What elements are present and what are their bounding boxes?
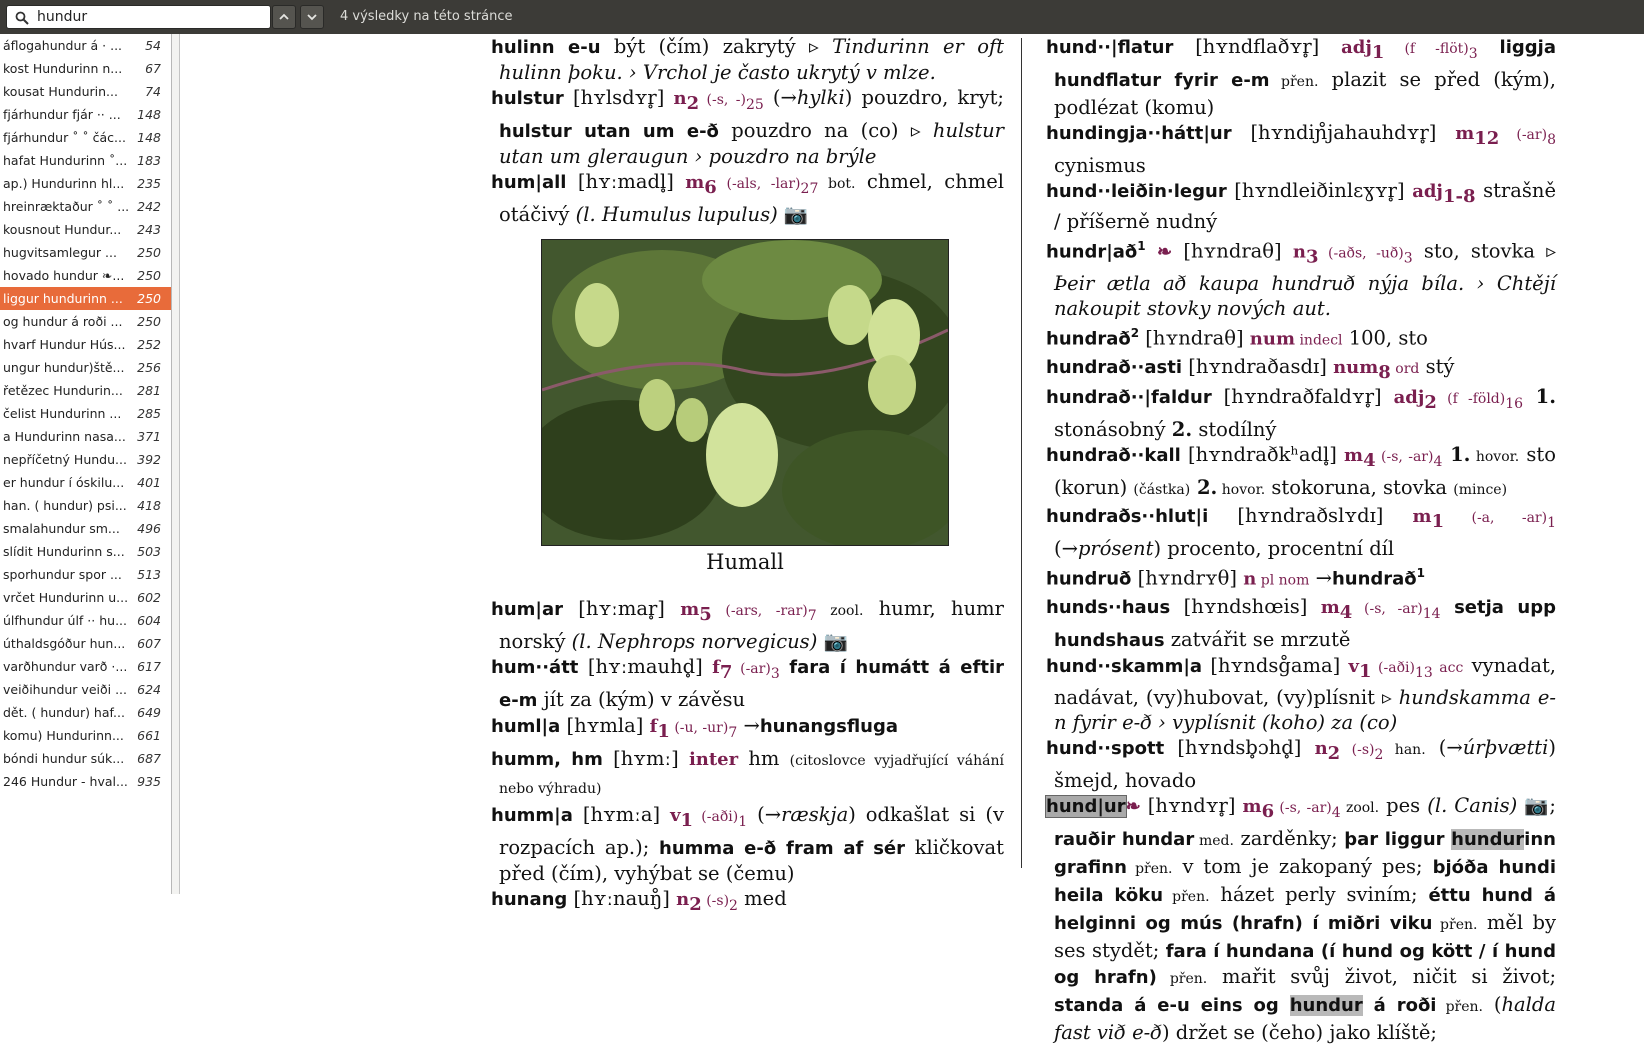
entry-headword: hundr|að xyxy=(1046,241,1138,263)
search-result-item[interactable] xyxy=(0,494,171,517)
dict-entry: hum|all [hʏːmadl̥] $m_6$ (-als, $-lar)_{27}$ bot. chmel, chmel otáčivý (l. Humulus lupulus) 📷 xyxy=(491,169,1005,226)
search-result-item[interactable] xyxy=(0,333,171,356)
search-result-snippet: sporhundur spor ... xyxy=(3,567,122,582)
search-result-page: 235 xyxy=(137,176,161,191)
entry-headword: hum··átt xyxy=(491,656,579,678)
dict-entry: hundrað··asti [hʏndraðasdɪ] num$_8$ ord stý xyxy=(1046,354,1455,383)
entry-headword: hundruð xyxy=(1046,568,1132,590)
entry-headword: hundrað··asti xyxy=(1046,356,1183,378)
next-result-button[interactable] xyxy=(300,5,324,29)
search-result-page: 624 xyxy=(137,682,161,697)
search-result-snippet: smalahundur sm... xyxy=(3,521,120,536)
entry-headword: hundingja··hátt|ur xyxy=(1046,122,1232,144)
search-box[interactable] xyxy=(6,5,271,29)
chevron-up-icon xyxy=(278,11,290,23)
dict-entry: hundrað$^2$ [hʏndraθ] num indecl 100, sto xyxy=(1046,326,1428,350)
search-result-item[interactable] xyxy=(0,632,171,655)
search-results-list xyxy=(0,34,171,793)
search-result-snippet: 246 Hundur - hval... xyxy=(3,774,128,789)
search-result-page: 183 xyxy=(137,153,161,168)
search-result-item[interactable] xyxy=(0,678,171,701)
search-result-page: 687 xyxy=(137,751,161,766)
entry-headword: hulinn e-u xyxy=(491,37,601,58)
dict-entry: hund··spott [hʏndsb̥ɔhd̥] $n_2$ $(-s)_2$ han. (→úrþvætti) šmejd, hovado xyxy=(1046,736,1556,793)
search-result-item[interactable] xyxy=(0,57,171,80)
entry-headword: hum|ar xyxy=(491,599,563,620)
dict-entry: hundingja··hátt|ur [hʏndiɲ̊jahauhdʏr̥] $m_{12}$ $(-ar)_8$ cynismus xyxy=(1046,120,1556,177)
entry-headword: huml|a xyxy=(491,715,561,737)
ornament-icon: ❧ xyxy=(1145,241,1184,263)
figure-caption: Humall xyxy=(706,550,784,574)
camera-icon[interactable]: 📷 xyxy=(1517,794,1550,818)
search-result-item[interactable] xyxy=(0,149,171,172)
search-result-item[interactable] xyxy=(0,448,171,471)
search-result-page: 250 xyxy=(137,245,161,260)
column-rule xyxy=(1021,38,1022,868)
search-result-page: 250 xyxy=(137,314,161,329)
search-result-snippet: bóndi hundur súk... xyxy=(3,751,125,766)
search-result-page: 418 xyxy=(137,498,161,513)
search-result-item[interactable] xyxy=(0,517,171,540)
search-result-item[interactable] xyxy=(0,264,171,287)
search-result-snippet: komu) Hundurinn... xyxy=(3,728,124,743)
example: Tindurinn er oft hulinn þoku. xyxy=(499,35,1005,84)
search-result-item[interactable] xyxy=(0,310,171,333)
search-result-page: 371 xyxy=(137,429,161,444)
search-result-page: 250 xyxy=(137,268,161,283)
search-result-snippet: veiðihundur veiði ... xyxy=(3,682,127,697)
find-bar xyxy=(0,0,1644,34)
dictionary-column-left xyxy=(491,34,1004,227)
dict-entry: hulstur [hʏlsdʏr̥] $n_2$ (-s, $-)_{25}$ (→hylki) pouzdro, kryt; hulstur utan um e-ð pouzdro na (co) ▹ hulstur utan um gleraugun › pouzdro na brýle xyxy=(491,86,1004,168)
search-result-page: 67 xyxy=(145,61,161,76)
entry-headword: hunang xyxy=(491,888,568,910)
dict-entry: hund··skamm|a [hʏndsg̊ama] $v_1$ $(-aði)_{13}$ acc vynadat, nadávat, (vy)hubovat, (vy)plísnit ▹ hundskamma e-n fyrir e-ð › vyplísnit (koho) za (co) xyxy=(1046,653,1556,735)
search-result-item[interactable] xyxy=(0,747,171,770)
search-result-snippet: varðhundur varð ·... xyxy=(3,659,128,674)
ornament-icon: ❧ xyxy=(1125,796,1148,818)
dict-entry: humm, hm [hʏmː] inter hm (citoslovce vyjadřující váhání nebo výhradu) xyxy=(491,746,1004,797)
search-result-snippet: slídit Hundurinn s... xyxy=(3,544,125,559)
dict-entry: hundruð [hʏndrʏθ] n pl nom →hundrað$^1$ xyxy=(1046,566,1426,590)
entry-headword: hundraðs··hlut|i xyxy=(1046,506,1209,528)
dict-entry: huml|a [hʏmla] $f_1$ (-u, $-ur)_7$ →hunangsfluga xyxy=(491,713,899,742)
search-match: hundur xyxy=(1289,995,1363,1017)
search-result-page: 401 xyxy=(137,475,161,490)
dict-entry: hulinn e-u být (čím) zakrytý ▹ Tindurinn er oft hulinn þoku. › Vrchol je často ukrytý v mlze. xyxy=(491,35,1005,84)
search-result-page: 148 xyxy=(137,107,161,122)
search-result-item[interactable] xyxy=(0,218,171,241)
search-match-active: hund|ur xyxy=(1046,796,1126,818)
search-result-item[interactable] xyxy=(0,701,171,724)
search-result-item[interactable] xyxy=(0,402,171,425)
search-results-panel xyxy=(0,34,172,894)
entry-headword: hund··spott xyxy=(1046,738,1165,760)
search-result-item[interactable] xyxy=(0,770,171,793)
search-result-page: 935 xyxy=(137,774,161,789)
dictionary-column-left-lower xyxy=(491,596,1004,918)
search-result-item[interactable] xyxy=(0,379,171,402)
search-result-snippet: han. ( hundur) psi... xyxy=(3,498,127,513)
search-result-page: 604 xyxy=(137,613,161,628)
search-result-snippet: nepříčetný Hundu... xyxy=(3,452,127,467)
search-result-item[interactable] xyxy=(0,356,171,379)
dict-entry: hum··átt [hʏːmauhd̥] $f_7$ $(-ar)_3$ fara í humátt á eftir e-m jít za (kým) v závěsu xyxy=(491,654,1004,711)
search-result-page: 256 xyxy=(137,360,161,375)
search-result-snippet: úlfhundur úlf ·· hu... xyxy=(3,613,127,628)
search-result-snippet: liggur hundurinn ... xyxy=(3,291,123,306)
search-result-page: 243 xyxy=(137,222,161,237)
search-result-snippet: hreinræktaður ˚ ˚ ... xyxy=(3,199,130,214)
search-result-item[interactable] xyxy=(0,609,171,632)
search-result-item[interactable] xyxy=(0,655,171,678)
pronunciation: [hʏlsdʏr̥] xyxy=(563,86,674,109)
camera-icon[interactable]: 📷 xyxy=(777,202,809,226)
dict-entry: hunds··haus [hʏndshœis] $m_4$ (-s, $-ar)_{14}$ setja upp hundshaus zatvářit se mrzutě xyxy=(1046,594,1556,651)
search-result-item[interactable] xyxy=(0,172,171,195)
entry-headword: humm|a xyxy=(491,804,573,826)
dict-entry: hum|ar [hʏːmar̥] $m_5$ (-ars, $-rar)_7$ zool. humr, humr norský (l. Nephrops norvegicus) 📷 xyxy=(491,597,1004,653)
search-result-page: 285 xyxy=(137,406,161,421)
entry-headword: hundrað xyxy=(1046,328,1131,350)
search-result-snippet: kost Hundurinn n... xyxy=(3,61,123,76)
search-result-page: 281 xyxy=(137,383,161,398)
search-match: hundur xyxy=(1451,829,1525,851)
search-result-snippet: dět. ( hundur) haf... xyxy=(3,705,125,720)
search-result-snippet: ap.) Hundurinn hl... xyxy=(3,176,125,191)
search-result-item[interactable] xyxy=(0,103,171,126)
entry-headword: hundrað··kall xyxy=(1046,445,1181,467)
search-result-snippet: hugvitsamlegur ... xyxy=(3,245,117,260)
dict-entry: hund··leiðin·legur [hʏndleiðinlɛɣʏr̥] adj$_{1-8}$ strašně / příšerně nudný xyxy=(1046,178,1556,233)
chevron-down-icon xyxy=(306,11,318,23)
search-result-page: 513 xyxy=(137,567,161,582)
search-result-snippet: kousnout Hundur... xyxy=(3,222,122,237)
dict-entry: $hundr|að^1$ ❧ [hʏndraθ] $n_3$ (-aðs, $-uð)_3$ sto, stovka ▹ Þeir ætla að kaupa hundruð nýja bíla. › Chtějí nakoupit stovky nových aut. xyxy=(1046,238,1557,321)
search-result-snippet: fjárhundur fjár ·· ... xyxy=(3,107,121,122)
entry-headword: hundrað··|faldur xyxy=(1046,387,1212,409)
search-result-page: 148 xyxy=(137,130,161,145)
dict-entry: hundrað··|faldur [hʏndraðfaldʏr̥] adj$_2$ (f $-föld)_{16}$ 1. stonásobný 2. stodílný xyxy=(1046,385,1556,442)
search-result-snippet: čelist Hundurinn ... xyxy=(3,406,122,421)
search-result-snippet: er hundur í óskilu... xyxy=(3,475,125,490)
search-result-snippet: řetězec Hundurin... xyxy=(3,383,123,398)
dict-entry-hundur: hund|ur❧ [hʏndʏr̥] $m_6$ (-s, $-ar)_4$ zool. pes (l. Canis) 📷; rauðir hundar med. zarděnky; þar liggur hundurinn grafinn přen. v tom je zakopaný pes; bjóða hundi heila köku přen. házet perly sviním; éttu hund á helginni og mús (hrafn) í miðri viku přen. měl by ses stydět; fara í hundana (í hund og kött / í hund og hrafn) přen. mařit svůj život, ničit si život; standa á e-u eins og hundur á roði přen. (halda fast við e-ð) držet se (čeho) jako klíště; xyxy=(1046,794,1557,1045)
search-result-snippet: fjárhundur ˚ ˚ čác... xyxy=(3,130,126,145)
dict-entry: hunang [hʏːnauŋ̊] $n_2$ $(-s)_2$ med xyxy=(491,886,787,915)
entry-headword: hund··leiðin·legur xyxy=(1046,180,1227,202)
search-result-page: 250 xyxy=(137,291,161,306)
results-count: 4 výsledky na této stránce xyxy=(340,9,513,24)
dict-entry: humm|a [hʏmːa] $v_1$ $(-aði)_1$ (→ræskja) odkašlat si (v rozpacích ap.); humma e-ð fram af sér kličkovat před (čím), vyhýbat se (čemu) xyxy=(491,802,1004,885)
entry-headword: hund··skamm|a xyxy=(1046,655,1203,677)
dict-entry: hundrað··kall [hʏndraðkʰadl̥] $m_4$ (-s, $-ar)_4$ 1. hovor. sto (korun) (částka) 2. hovor. stokoruna, stovka (mince) xyxy=(1046,443,1556,500)
search-result-snippet: úthaldsgóður hun... xyxy=(3,636,126,651)
search-result-snippet: a Hundurinn nasa... xyxy=(3,429,126,444)
search-result-page: 602 xyxy=(137,590,161,605)
search-icon xyxy=(15,11,29,25)
dict-entry: hund··|flatur [hʏndflaðʏr̥] adj$_1$ (f $-flöt)_3$ liggja hundflatur fyrir e-m přen. plazit se před (kým), podlézat (komu) xyxy=(1046,35,1556,119)
search-result-snippet: hafat Hundurinn ˚... xyxy=(3,153,128,168)
search-result-item[interactable] xyxy=(0,34,171,57)
search-result-snippet: vrčet Hundurinn u... xyxy=(3,590,129,605)
search-result-snippet: áflogahundur á · ... xyxy=(3,38,123,53)
entry-headword: hund··|flatur xyxy=(1046,37,1174,58)
search-result-page: 242 xyxy=(137,199,161,214)
search-result-item[interactable] xyxy=(0,586,171,609)
search-result-page: 392 xyxy=(137,452,161,467)
previous-result-button[interactable] xyxy=(272,5,296,29)
search-result-snippet: kousat Hundurin... xyxy=(3,84,118,99)
search-result-item[interactable] xyxy=(0,563,171,586)
search-result-page: 661 xyxy=(137,728,161,743)
search-result-page: 74 xyxy=(145,84,161,99)
search-result-item[interactable] xyxy=(0,241,171,264)
hops-image xyxy=(542,240,948,545)
dictionary-column-right xyxy=(1046,34,1556,1045)
search-result-item[interactable] xyxy=(0,425,171,448)
entry-headword: hulstur xyxy=(491,88,564,109)
search-result-item[interactable] xyxy=(0,80,171,103)
search-result-page: 503 xyxy=(137,544,161,559)
search-result-page: 252 xyxy=(137,337,161,352)
search-result-page: 496 xyxy=(137,521,161,536)
search-result-item[interactable] xyxy=(0,471,171,494)
search-result-snippet: hvarf Hundur Hús... xyxy=(3,337,126,352)
dict-entry: hundraðs··hlut|i [hʏndraðslʏdɪ] $m_1$ (-a, $-ar)_1$ (→prósent) procento, procentní díl xyxy=(1046,504,1556,561)
search-result-item[interactable] xyxy=(0,126,171,149)
translation: › Vrchol je často ukrytý v mlze. xyxy=(622,61,936,84)
search-result-page: 54 xyxy=(145,38,161,53)
search-result-page: 617 xyxy=(137,659,161,674)
search-result-snippet: hovado hundur ❧... xyxy=(3,268,125,283)
search-result-item[interactable] xyxy=(0,724,171,747)
pane-divider[interactable] xyxy=(172,34,180,894)
entry-headword: hum|all xyxy=(491,171,567,193)
search-input[interactable] xyxy=(37,8,262,26)
search-result-item[interactable] xyxy=(0,287,171,310)
hops-photo xyxy=(541,239,949,546)
entry-headword: humm, hm xyxy=(491,748,603,770)
search-result-page: 607 xyxy=(137,636,161,651)
camera-icon[interactable]: 📷 xyxy=(817,629,848,653)
search-result-item[interactable] xyxy=(0,195,171,218)
search-result-item[interactable] xyxy=(0,540,171,563)
search-result-snippet: ungur hundur)ště... xyxy=(3,360,125,375)
search-result-page: 649 xyxy=(137,705,161,720)
entry-headword: hunds··haus xyxy=(1046,596,1171,618)
search-result-snippet: og hundur á roði ... xyxy=(3,314,123,329)
